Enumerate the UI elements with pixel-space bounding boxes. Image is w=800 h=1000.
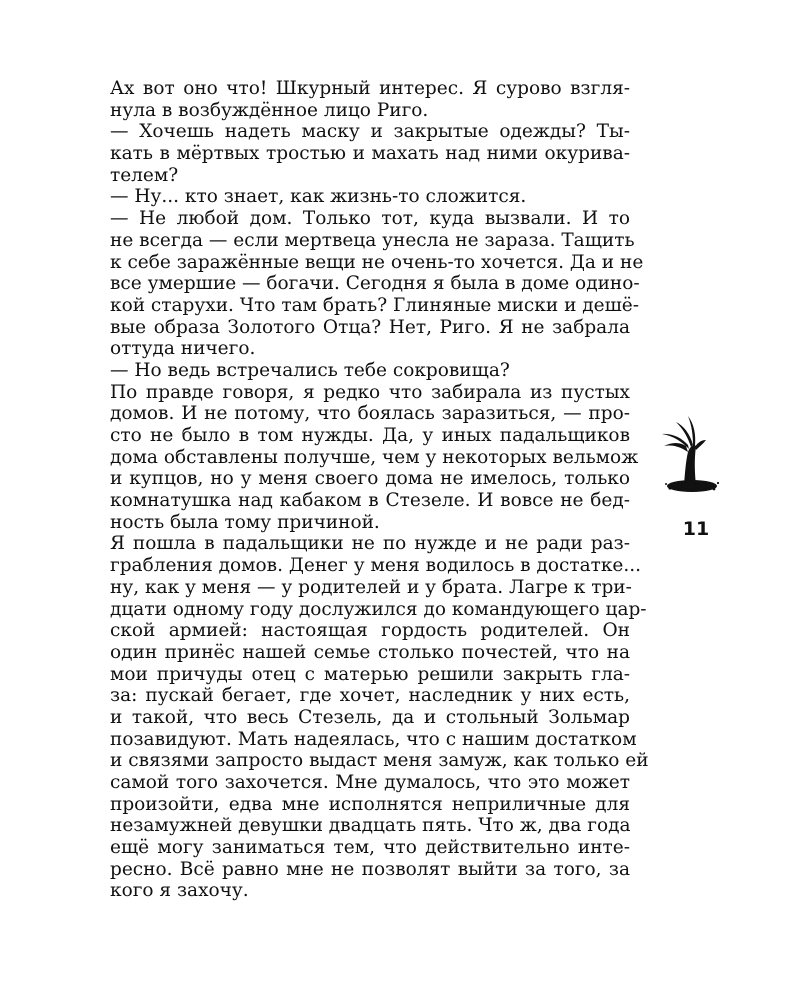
- text-line: вые образа Золотого Отца? Нет, Риго. Я не забрала: [110, 316, 630, 338]
- text-line: — Ну... кто знает, как жизнь-то сложится.: [110, 186, 527, 208]
- text-line: и такой, что весь Стезель, да и стольный Зольмар: [110, 706, 630, 728]
- text-line: самой того захочется. Мне думалось, что это может: [110, 772, 630, 793]
- text-line: — Хочешь надеть маску и закрытые одежды? Ты-: [110, 121, 630, 143]
- text-line: оттуда ничего.: [110, 338, 256, 360]
- rising-hand-from-ground-icon: [652, 402, 732, 502]
- text-line: телем?: [110, 164, 179, 186]
- text-line: и связями запросто выдаст меня замуж, как только ей: [110, 750, 649, 772]
- text-line: домов. И не потому, что боялась заразиться, — про-: [110, 403, 630, 425]
- text-line: Я пошла в падальщики не по нужде и не ради раз-: [110, 533, 630, 555]
- text-line: позавидуют. Мать надеялась, что с нашим достатком: [110, 728, 637, 750]
- text-line: нула в возбуждённое лицо Риго.: [110, 99, 429, 121]
- text-line: все умершие — богачи. Сегодня я была в доме одино-: [110, 273, 640, 295]
- text-line: к себе заражённые вещи не очень-то хочется. Да и не: [110, 251, 644, 273]
- text-line: — Но ведь встречались тебе сокровища?: [110, 359, 510, 381]
- text-line: сто не было в том нужды. Да, у иных падальщиков: [110, 425, 630, 446]
- text-line: дома обставлены получше, чем у некоторых вельмож: [110, 446, 639, 468]
- text-line: — Не любой дом. Только тот, куда вызвали. И то: [110, 208, 630, 230]
- text-line: ещё могу заниматься тем, что действительно инте-: [110, 837, 630, 859]
- text-line: один принёс нашей семье столько почестей, что на: [110, 641, 630, 663]
- text-line: Ах вот оно что! Шкурный интерес. Я сурово взгля-: [110, 78, 630, 99]
- text-line: произойти, едва мне исполнятся неприличные для: [110, 793, 630, 815]
- page-number: 11: [682, 518, 710, 540]
- text-line: мои причуды отец с матерью решили закрыть гла-: [110, 663, 630, 685]
- text-line: ресно. Всё равно мне не позволят выйти за того, за: [110, 858, 630, 880]
- text-line: грабления домов. Денег у меня водилось в достатке...: [110, 555, 641, 577]
- text-line: комнатушка над кабаком в Стезеле. И вовсе не бед-: [110, 490, 630, 512]
- text-line: ской армией: настоящая гордость родителей. Он: [110, 620, 630, 642]
- text-line: за: пускай бегает, где хочет, наследник у них есть,: [110, 685, 630, 707]
- text-line: не всегда — если мертвеца унесла не зараза. Тащить: [110, 229, 635, 251]
- text-line: кать в мёртвых тростью и махать над ними окурива-: [110, 143, 630, 165]
- text-line: По правде говоря, я редко что забирала из пустых: [110, 381, 630, 403]
- text-line: и купцов, но у меня своего дома не имелось, только: [110, 468, 630, 490]
- text-line: ну, как у меня — у родителей и у брата. Лагре к три-: [110, 576, 632, 598]
- text-line: дцати одному году дослужился до командующего цар-: [110, 598, 647, 620]
- text-line: кой старухи. Что там брать? Глиняные миски и дешё-: [110, 294, 640, 316]
- text-line: кого я захочу.: [110, 880, 249, 902]
- body-text: [110, 78, 649, 902]
- text-line: ность была тому причиной.: [110, 511, 380, 533]
- text-line: незамужней девушки двадцать пять. Что ж, два года: [110, 815, 631, 837]
